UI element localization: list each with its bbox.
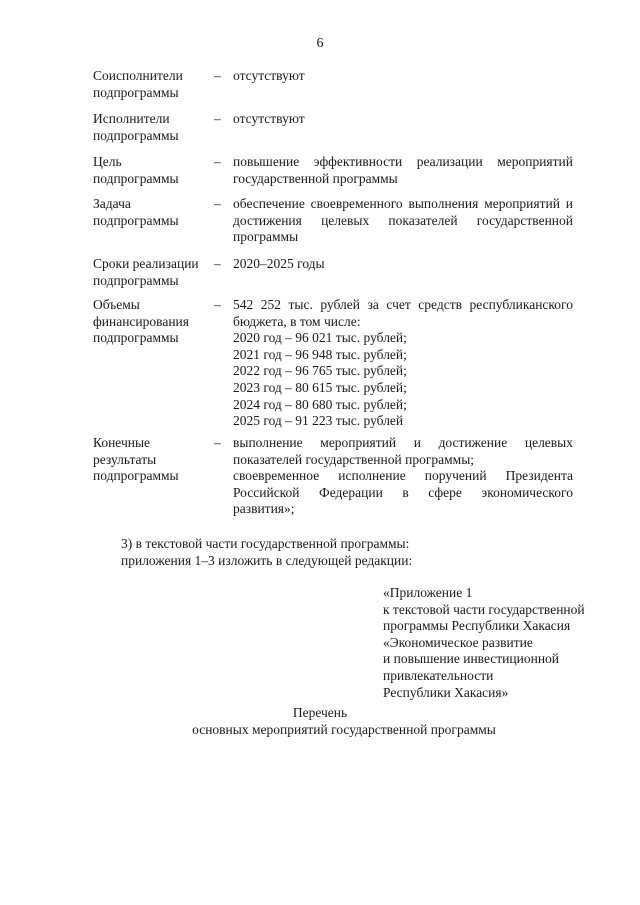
row-label bbox=[93, 68, 218, 101]
label-line: подпрограммы bbox=[93, 468, 179, 484]
row-value: 2020–2025 годы bbox=[233, 256, 325, 271]
appendix-line: привлекательности bbox=[383, 667, 494, 683]
appendix-line: к текстовой части государственной bbox=[383, 601, 585, 617]
row-value bbox=[233, 297, 573, 430]
row-value: обеспечение своевременного выполнения мероприятий и достижения целевых показателей государственной программы bbox=[233, 196, 573, 245]
funding-year-2024: 2024 год – 80 680 тыс. рублей; bbox=[233, 396, 407, 412]
label-line: Задача bbox=[93, 196, 131, 211]
label-line: Цель bbox=[93, 154, 122, 169]
label-line: Соисполнители bbox=[93, 68, 183, 83]
appendix-line: и повышение инвестиционной bbox=[383, 651, 560, 667]
row-value: повышение эффективности реализации мероприятий государственной программы bbox=[233, 154, 573, 186]
funding-year-2020: 2020 год – 96 021 тыс. рублей; bbox=[233, 330, 407, 346]
row-dash: – bbox=[214, 196, 221, 211]
row-dash: – bbox=[214, 297, 221, 312]
appendix-line: программы Республики Хакасия bbox=[383, 618, 571, 634]
row-label bbox=[93, 154, 218, 187]
page-number: 6 bbox=[316, 36, 324, 51]
row-dash: – bbox=[214, 256, 221, 271]
row-label bbox=[93, 297, 218, 347]
row-label bbox=[93, 111, 218, 144]
funding-year-2021: 2021 год – 96 948 тыс. рублей; bbox=[233, 346, 407, 362]
label-line: подпрограммы bbox=[93, 127, 179, 143]
funding-year-2023: 2023 год – 80 615 тыс. рублей; bbox=[233, 379, 407, 395]
label-line: подпрограммы bbox=[93, 212, 179, 228]
row-dash: – bbox=[214, 154, 221, 169]
row-value: отсутствуют bbox=[233, 68, 305, 83]
label-line: подпрограммы bbox=[93, 272, 179, 288]
label-line: финансирования bbox=[93, 313, 189, 329]
row-dash: – bbox=[214, 111, 221, 126]
appendix-header bbox=[383, 585, 585, 701]
amendment-paragraph bbox=[121, 536, 412, 569]
list-subheading: основных мероприятий государственной программы bbox=[192, 722, 496, 737]
result-item: своевременное исполнение поручений Президента Российской Федерации в сфере экономического развития»; bbox=[233, 468, 573, 517]
paragraph-line: 3) в текстовой части государственной программы: bbox=[121, 536, 410, 551]
row-dash: – bbox=[214, 435, 221, 450]
row-label bbox=[93, 256, 218, 289]
funding-year-2025: 2025 год – 91 223 тыс. рублей bbox=[233, 413, 404, 429]
label-line: подпрограммы bbox=[93, 84, 179, 100]
label-line: Исполнители bbox=[93, 111, 170, 126]
funding-year-2022: 2022 год – 96 765 тыс. рублей; bbox=[233, 363, 407, 379]
row-label bbox=[93, 435, 218, 485]
appendix-line: «Приложение 1 bbox=[383, 585, 473, 600]
appendix-line: Республики Хакасия» bbox=[383, 684, 509, 700]
label-line: подпрограммы bbox=[93, 170, 179, 186]
label-line: Сроки реализации bbox=[93, 256, 199, 271]
label-line: Конечные bbox=[93, 435, 151, 450]
appendix-line: «Экономическое развитие bbox=[383, 634, 533, 650]
row-label bbox=[93, 196, 218, 229]
label-line: Объемы bbox=[93, 297, 140, 312]
funding-total: 542 252 тыс. рублей за счет средств республиканского бюджета, в том числе: bbox=[233, 297, 573, 329]
result-item: выполнение мероприятий и достижение целевых показателей государственной программы; bbox=[233, 435, 573, 467]
paragraph-line: приложения 1–3 изложить в следующей редакции: bbox=[121, 552, 413, 568]
label-line: подпрограммы bbox=[93, 330, 179, 346]
list-heading: Перечень bbox=[292, 705, 348, 720]
row-value bbox=[233, 435, 573, 518]
label-line: результаты bbox=[93, 451, 157, 467]
row-dash: – bbox=[214, 68, 221, 83]
row-value: отсутствуют bbox=[233, 111, 305, 126]
